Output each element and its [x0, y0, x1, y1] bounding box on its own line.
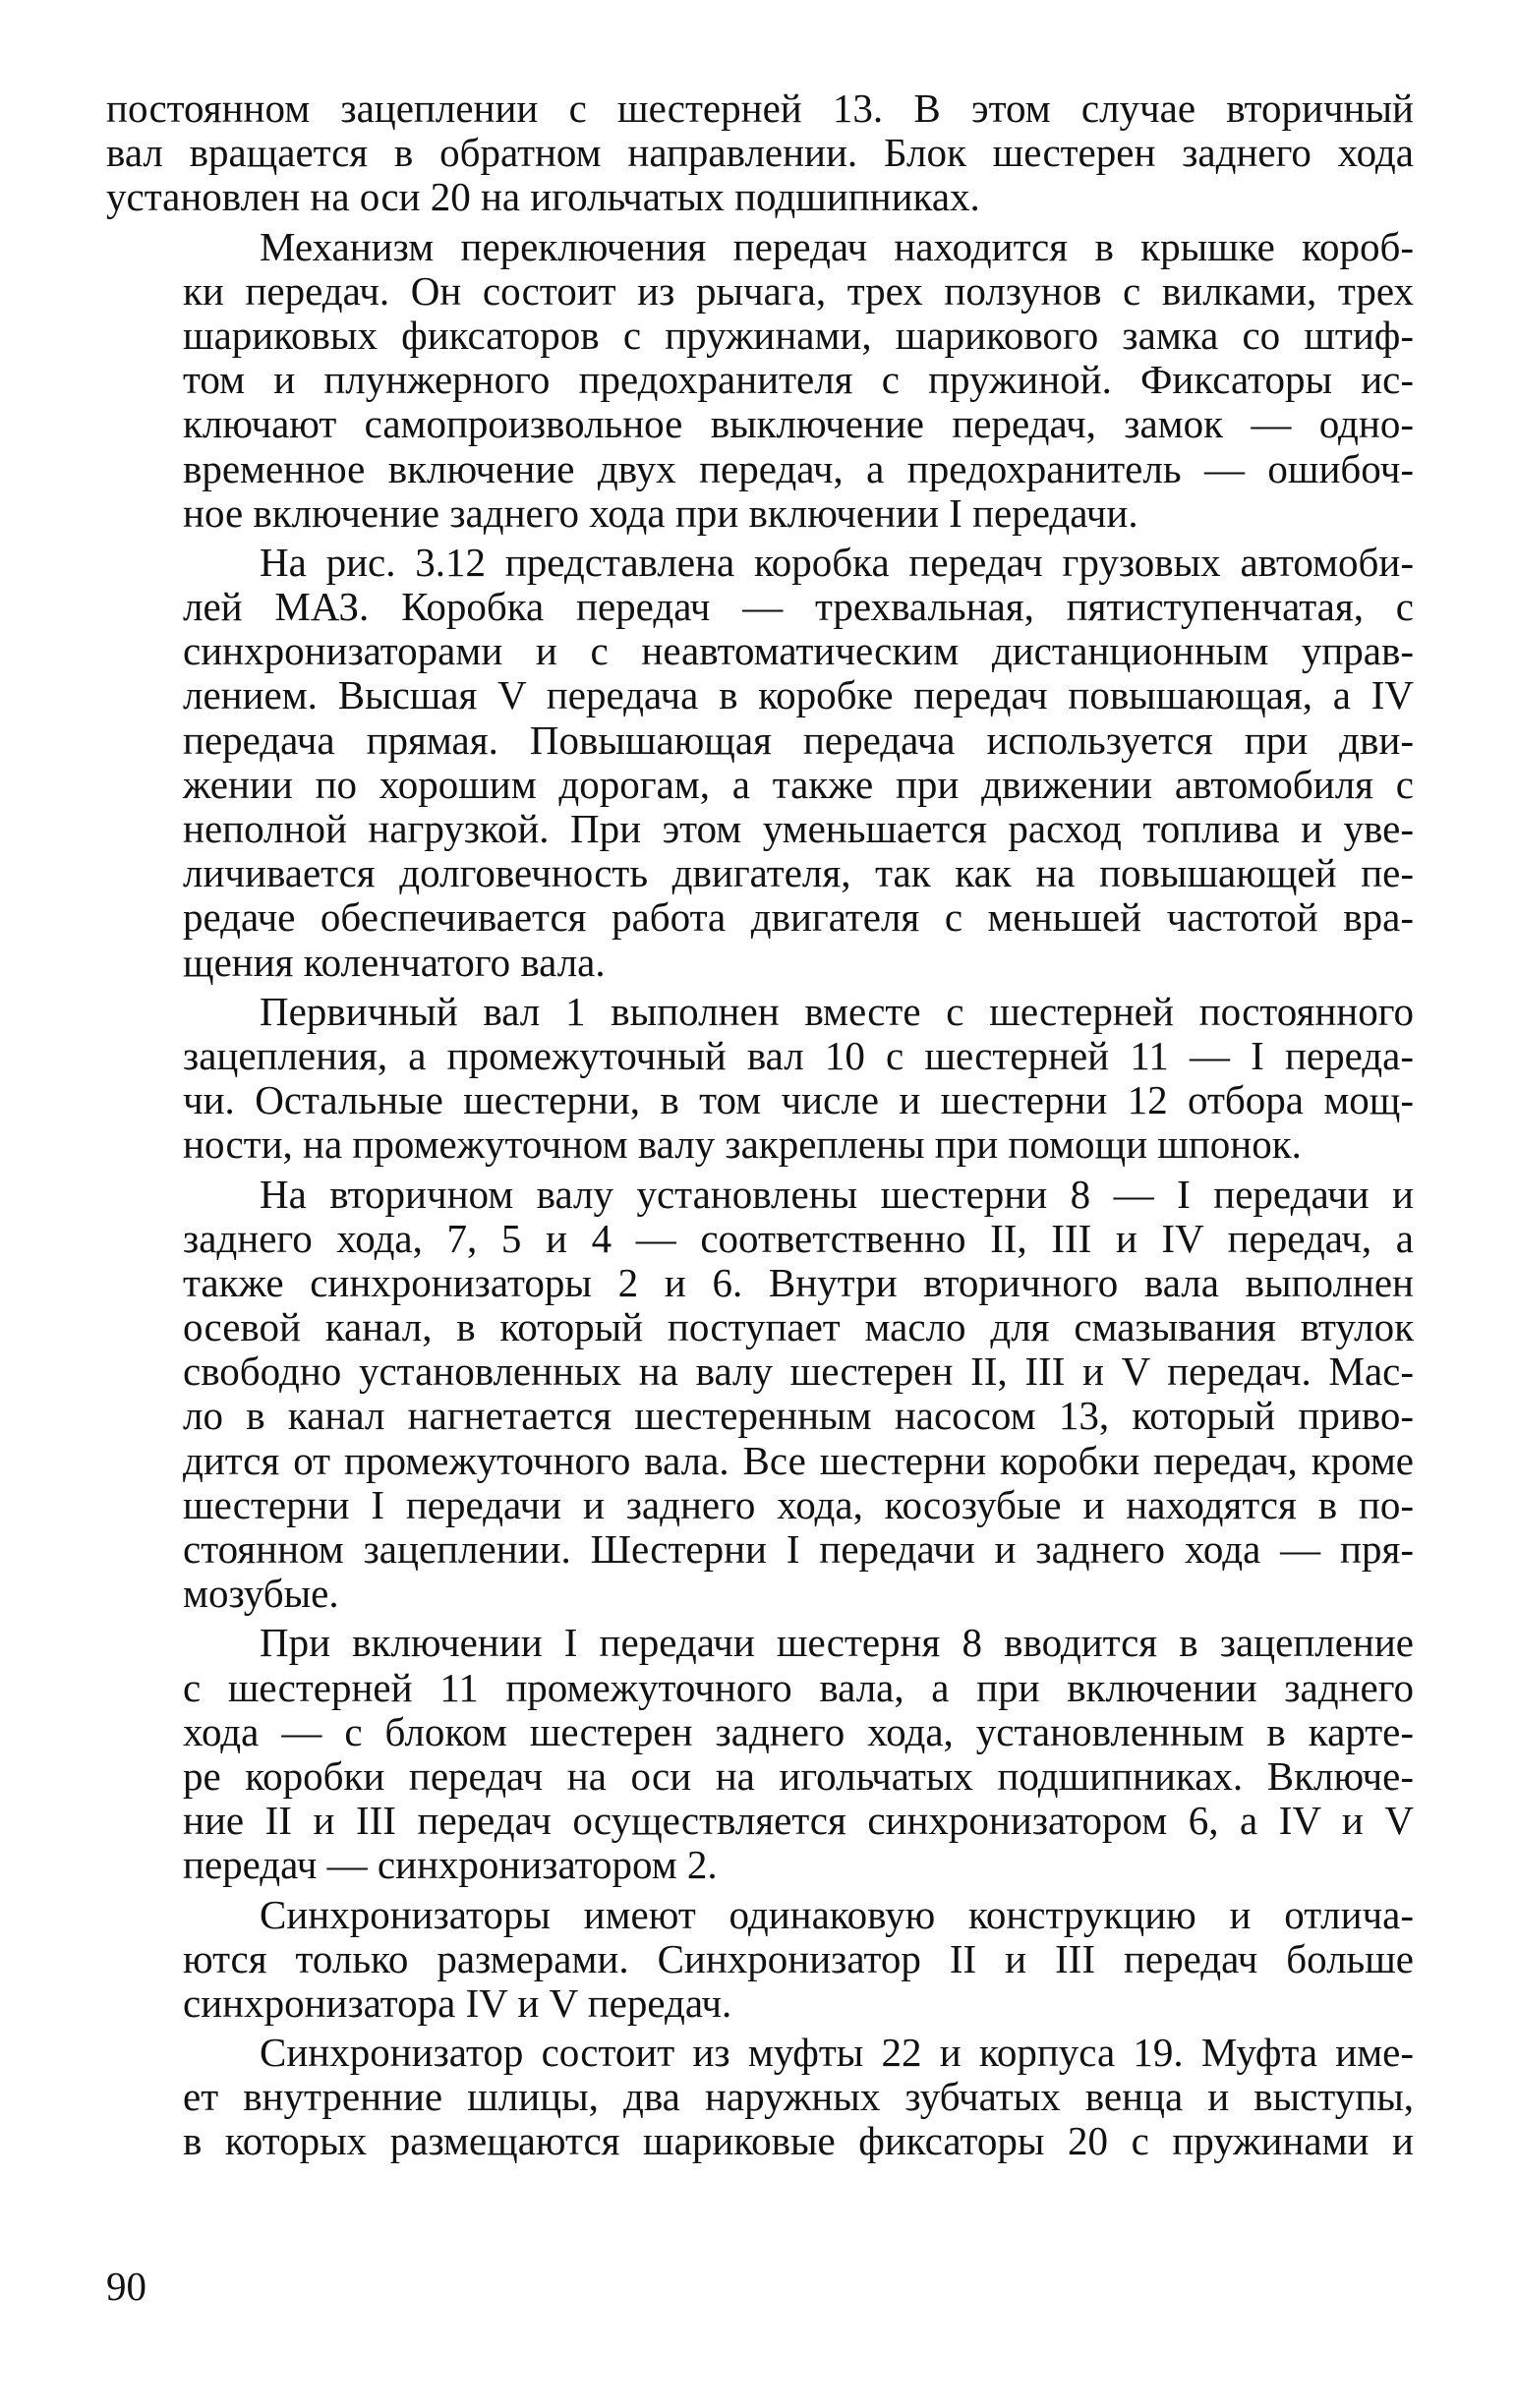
text-line: лей МАЗ. Коробка передач — трехвальная, пятиступенчатая, с — [183, 584, 1414, 630]
text-line: ки передач. Он состоит из рычага, трех ползунов с вилками, трех — [183, 267, 1414, 314]
text-line: синхронизаторами и с неавтоматическим дистанционным управ- — [183, 628, 1414, 674]
text-line: постоянном зацеплении с шестерней 13. В этом случае вторичный — [106, 86, 1414, 131]
paragraph-7 — [106, 1893, 1414, 2027]
text-line: временное включение двух передач, а предохранитель — ошибоч- — [183, 445, 1414, 491]
text-line: жении по хорошим дорогам, а также при движении автомобиля с — [183, 761, 1414, 807]
paragraph-1 — [106, 86, 1414, 220]
text-line: ние II и III передач осуществляется синхронизатором 6, а IV и V — [183, 1798, 1414, 1844]
paragraph-5 — [106, 1173, 1414, 1617]
text-line: установлен на оси 20 на игольчатых подшипниках. — [106, 174, 980, 220]
text-line: также синхронизаторы 2 и 6. Внутри вторичного вала выполнен — [183, 1259, 1414, 1305]
text-line: редаче обеспечивается работа двигателя с меньшей частотой вра- — [183, 894, 1414, 941]
text-line: синхронизатора IV и V передач. — [183, 1979, 732, 2026]
text-line: шариковых фиксаторов с пружинами, шарикового замка со штиф- — [183, 312, 1414, 358]
paragraph-6 — [106, 1621, 1414, 1887]
text-line: ности, на промежуточном валу закреплены при помощи шпонок. — [183, 1121, 1302, 1168]
text-line: Механизм переключения передач находится в крышке короб- — [260, 223, 1414, 269]
text-line: При включении I передачи шестерня 8 вводится в зацепление — [260, 1620, 1414, 1666]
text-line: шестерни I передачи и заднего хода, косозубые и находятся в по- — [183, 1481, 1414, 1527]
page-text — [106, 86, 1414, 2164]
text-line: хода — с блоком шестерен заднего хода, установленным в карте- — [183, 1708, 1414, 1754]
paragraph-8 — [106, 2031, 1414, 2164]
text-line: мозубые. — [183, 1571, 339, 1617]
text-line: дится от промежуточного вала. Все шестерни коробки передач, кроме — [183, 1437, 1414, 1483]
paragraph-3 — [106, 541, 1414, 985]
text-line: личивается долговечность двигателя, так как на повышающей пе- — [183, 850, 1414, 896]
text-line: с шестерней 11 промежуточного вала, а при включении заднего — [183, 1664, 1414, 1710]
text-line: неполной нагрузкой. При этом уменьшается расход топлива и уве- — [183, 806, 1414, 851]
text-line: заднего хода, 7, 5 и 4 — соответственно II, III и IV передач, а — [183, 1215, 1414, 1261]
text-line: ет внутренние шлицы, два наружных зубчатых венца и выступы, — [183, 2074, 1414, 2120]
text-line: ключают самопроизвольное выключение передач, замок — одно- — [183, 401, 1414, 447]
text-line: Первичный вал 1 выполнен вместе с шестерней постоянного — [260, 988, 1414, 1034]
text-line: стоянном зацеплении. Шестерни I передачи и заднего хода — пря- — [183, 1526, 1414, 1572]
paragraph-4 — [106, 990, 1414, 1168]
text-line: зацепления, а промежуточный вал 10 с шестерней 11 — I переда- — [183, 1032, 1414, 1078]
text-line: вал вращается в обратном направлении. Блок шестерен заднего хода — [106, 130, 1414, 176]
text-line: щения коленчатого вала. — [183, 939, 606, 985]
text-line: Синхронизаторы имеют одинаковую конструкцию и отлича- — [260, 1891, 1414, 1937]
text-line: ло в канал нагнетается шестеренным насосом 13, который приво- — [183, 1393, 1414, 1439]
text-line: На рис. 3.12 представлена коробка передач грузовых автомоби- — [260, 539, 1414, 585]
text-line: том и плунжерного предохранителя с пружиной. Фиксаторы ис- — [183, 357, 1414, 403]
text-line: осевой канал, в который поступает масло для смазывания втулок — [183, 1304, 1414, 1350]
text-line: Синхронизатор состоит из муфты 22 и корпуса 19. Муфта име- — [260, 2030, 1414, 2076]
text-line: передач — синхронизатором 2. — [183, 1842, 718, 1888]
text-line: ре коробки передач на оси на игольчатых подшипниках. Включе- — [183, 1752, 1414, 1799]
text-line: в которых размещаются шариковые фиксаторы 20 с пружинами и — [183, 2118, 1414, 2164]
text-line: передача прямая. Повышающая передача используется при дви- — [183, 717, 1414, 763]
paragraph-2 — [106, 225, 1414, 536]
page-number: 90 — [106, 2264, 146, 2309]
text-line: ное включение заднего хода при включении I передачи. — [183, 489, 1138, 536]
text-line: лением. Высшая V передача в коробке передач повышающая, а IV — [183, 672, 1414, 718]
text-line: ются только размерами. Синхронизатор II и III передач больше — [183, 1935, 1414, 1981]
text-line: свободно установленных на валу шестерен II, III и V передач. Мас- — [183, 1348, 1414, 1395]
text-line: На вторичном валу установлены шестерни 8 — I передачи и — [260, 1171, 1414, 1217]
text-line: чи. Остальные шестерни, в том числе и шестерни 12 отбора мощ- — [183, 1077, 1414, 1123]
